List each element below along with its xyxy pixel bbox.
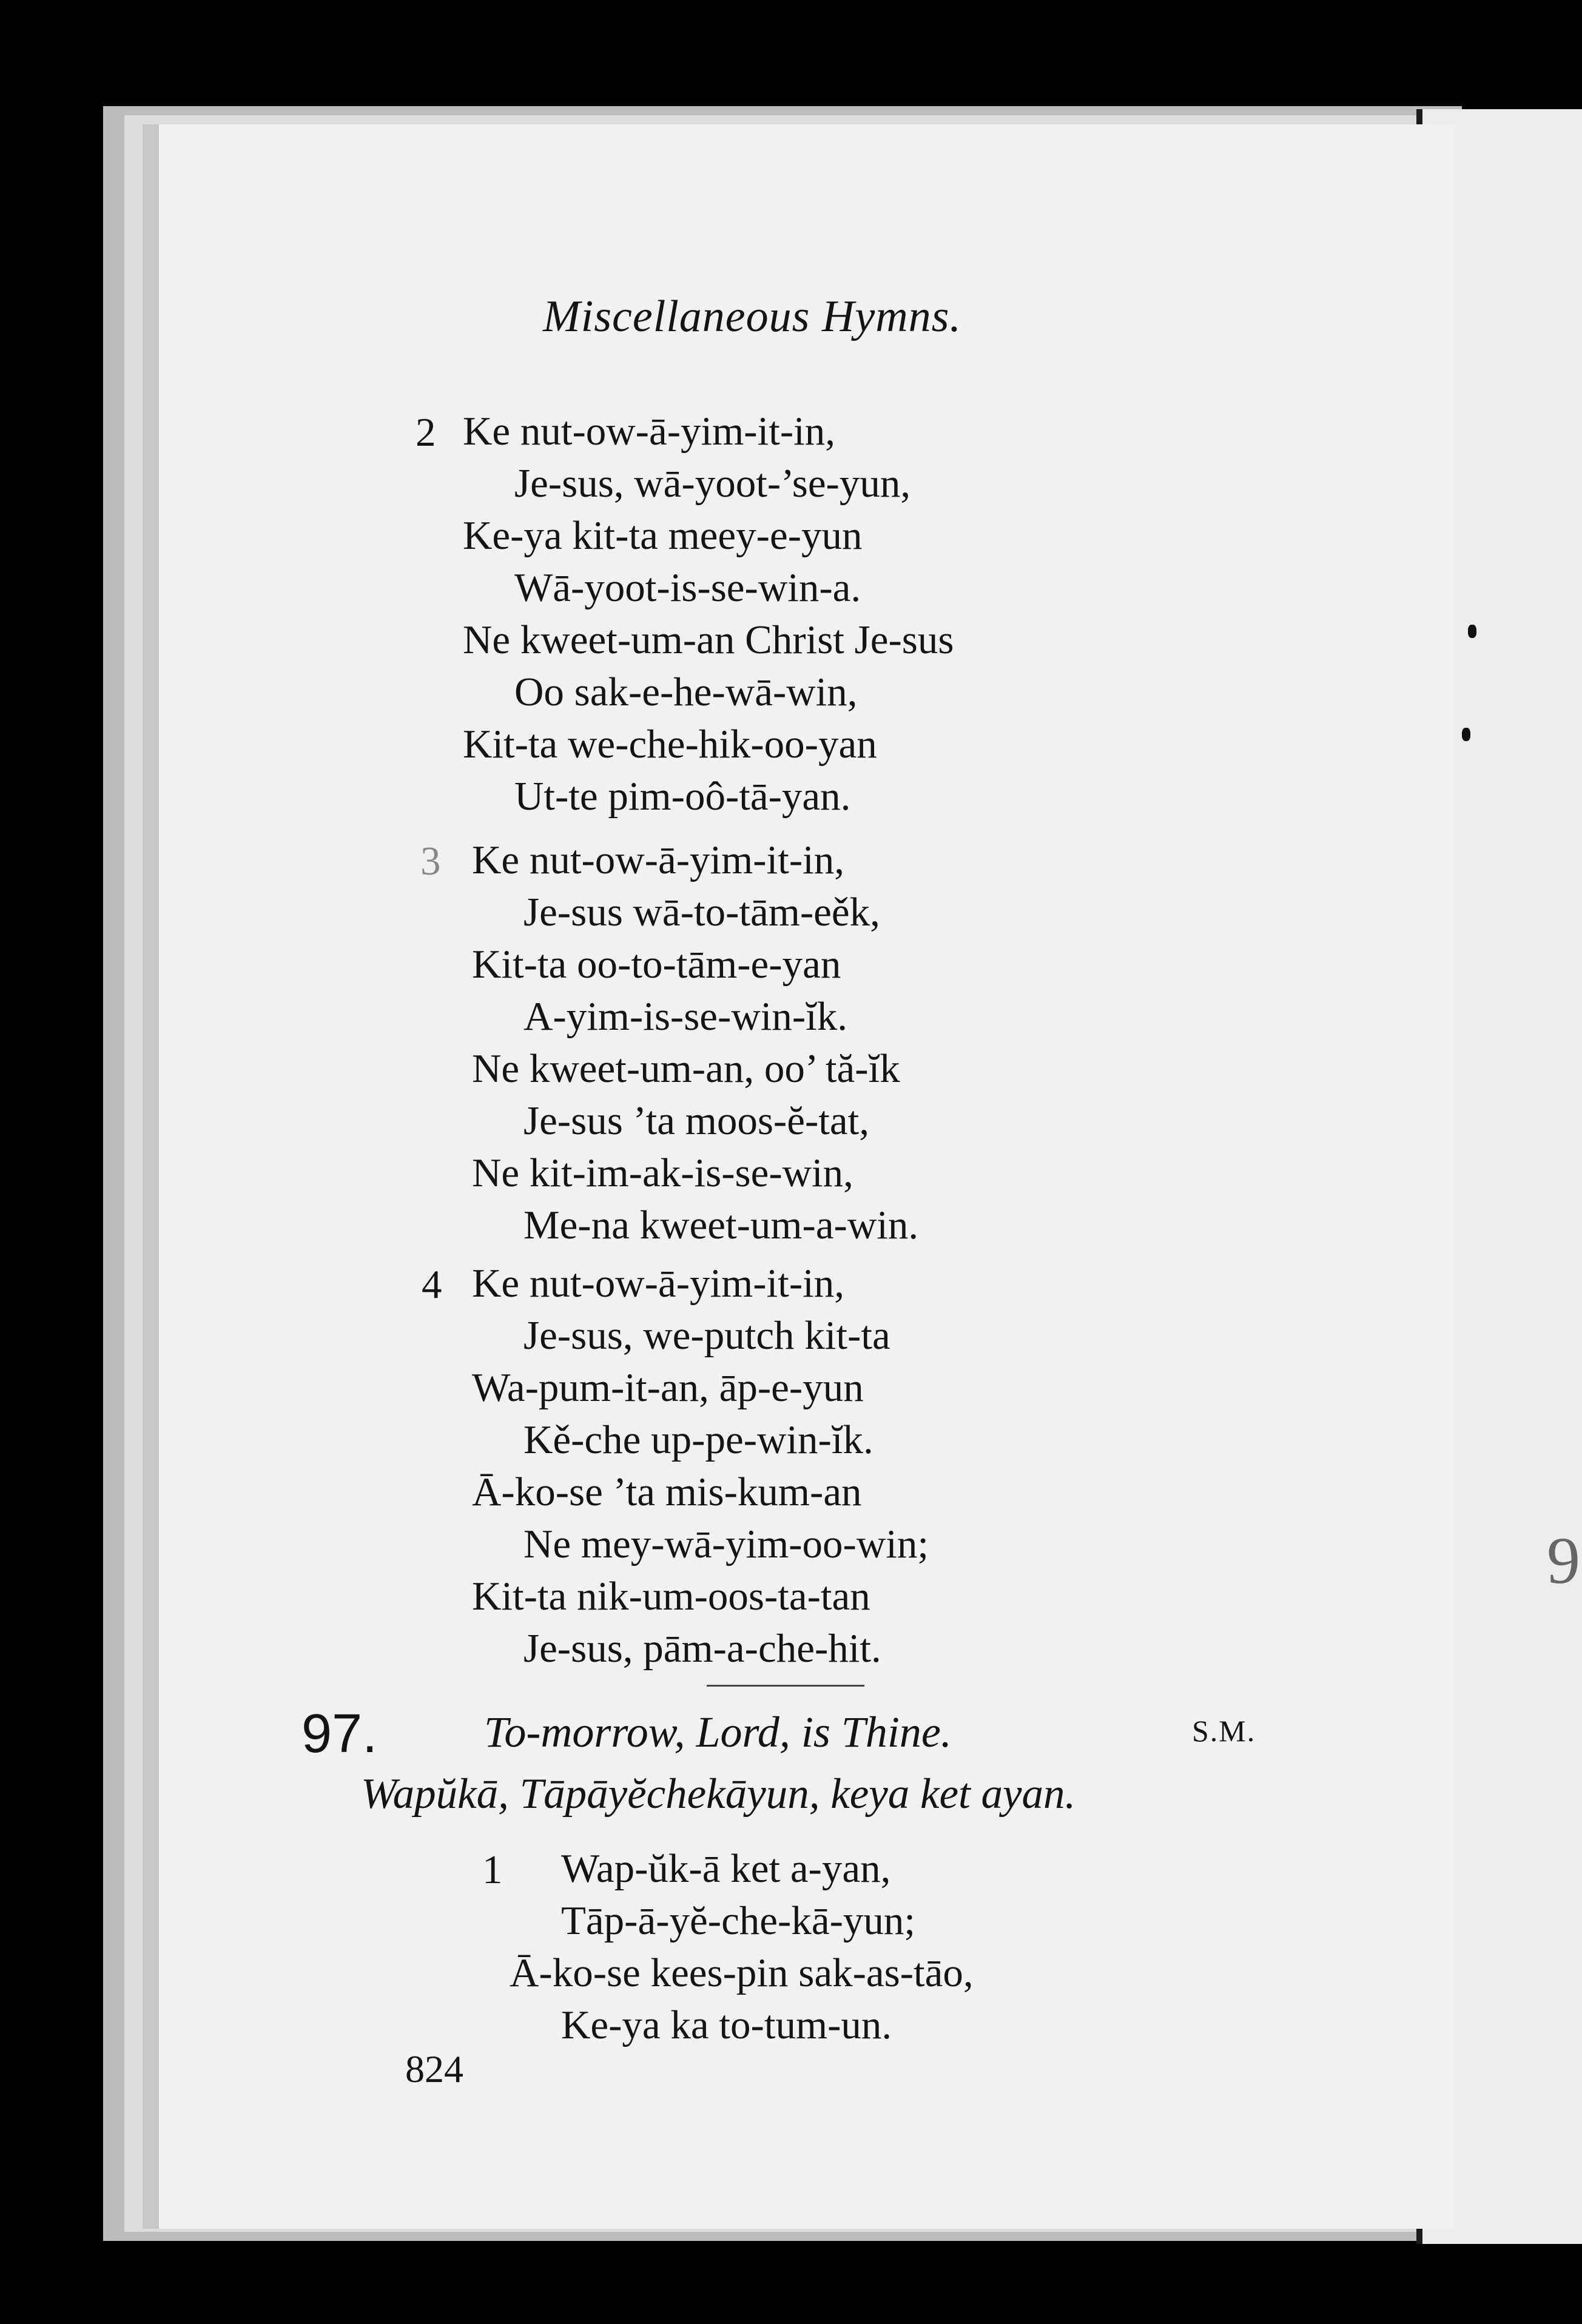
- verse-line: Ke nut-ow-ā-yim-it-in,: [472, 1261, 844, 1306]
- verse-line: A-yim-is-se-win-ĭk.: [523, 994, 848, 1039]
- verse-line: Je-sus, pām-a-che-hit.: [523, 1626, 881, 1671]
- ink-spot: [1462, 728, 1470, 741]
- stanza-lines: [463, 405, 954, 822]
- verse-line: Ā-ko-se kees-pin sak-as-tāo,: [510, 1950, 974, 1995]
- verse-line: Kě-che up-pe-win-ĭk.: [523, 1417, 873, 1462]
- stanza-number: 2: [416, 410, 436, 455]
- hymn-title: To-morrow, Lord, is Thine.: [484, 1708, 952, 1756]
- ink-spot: [1468, 625, 1476, 638]
- section-divider: [707, 1685, 864, 1687]
- verse-line: Je-sus, wā-yoot-’se-yun,: [514, 461, 911, 506]
- verse-line: Ut-te pim-oô-tā-yan.: [514, 774, 851, 819]
- stanza-number: 3: [420, 839, 441, 884]
- verse-line: Wā-yoot-is-se-win-a.: [514, 565, 861, 610]
- verse-line: Ke-ya ka to-tum-un.: [561, 2003, 892, 2047]
- verse-line: Ne kweet-um-an, oo’ tă-ĭk: [472, 1046, 900, 1091]
- verse-line: Ne kweet-um-an Christ Je-sus: [463, 617, 954, 662]
- verse-line: Ke-ya kit-ta meey-e-yun: [463, 513, 863, 558]
- hymn-number: 97.: [301, 1704, 378, 1764]
- verse-line: Ne mey-wā-yim-oo-win;: [523, 1522, 929, 1567]
- verse-line: Ne kit-im-ak-is-se-win,: [472, 1150, 853, 1195]
- verse-line: Wap-ŭk-ā ket a-yan,: [561, 1846, 891, 1891]
- running-title: Miscellaneous Hymns.: [543, 292, 961, 341]
- stanza-number: 1: [482, 1847, 503, 1892]
- verse-line: Ke nut-ow-ā-yim-it-in,: [472, 838, 844, 882]
- verse-line: Me-na kweet-um-a-win.: [523, 1203, 919, 1248]
- stanza-lines: [472, 834, 918, 1251]
- stanza-number: 4: [422, 1262, 442, 1307]
- verse-line: Tāp-ā-yĕ-che-kā-yun;: [561, 1898, 916, 1943]
- hymn-meter: S.M.: [1192, 1714, 1256, 1748]
- verse-line: Oo sak-e-he-wā-win,: [514, 670, 858, 714]
- verse-line: Je-sus wā-to-tām-eěk,: [523, 890, 880, 935]
- stanza-lines: [510, 1842, 974, 2051]
- verse-line: Ā-ko-se ’ta mis-kum-an: [472, 1469, 862, 1514]
- verse-line: Wa-pum-it-an, āp-e-yun: [472, 1365, 864, 1410]
- page-number: 824: [405, 2047, 463, 2091]
- verse-line: Kit-ta we-che-hik-oo-yan: [463, 722, 877, 767]
- stanza-lines: [472, 1257, 929, 1674]
- verse-line: Kit-ta oo-to-tām-e-yan: [472, 942, 841, 987]
- verse-line: Je-sus, we-putch kit-ta: [523, 1313, 890, 1358]
- verse-line: Kit-ta nik-um-oos-ta-tan: [472, 1574, 870, 1619]
- verse-line: Ke nut-ow-ā-yim-it-in,: [463, 409, 835, 454]
- bleed-through-mark: 9: [1547, 1523, 1580, 1597]
- hymn-subtitle: Wapŭkā, Tāpāyĕchekāyun, keya ket ayan.: [361, 1770, 1076, 1818]
- verse-line: Je-sus ’ta moos-ĕ-tat,: [523, 1098, 869, 1143]
